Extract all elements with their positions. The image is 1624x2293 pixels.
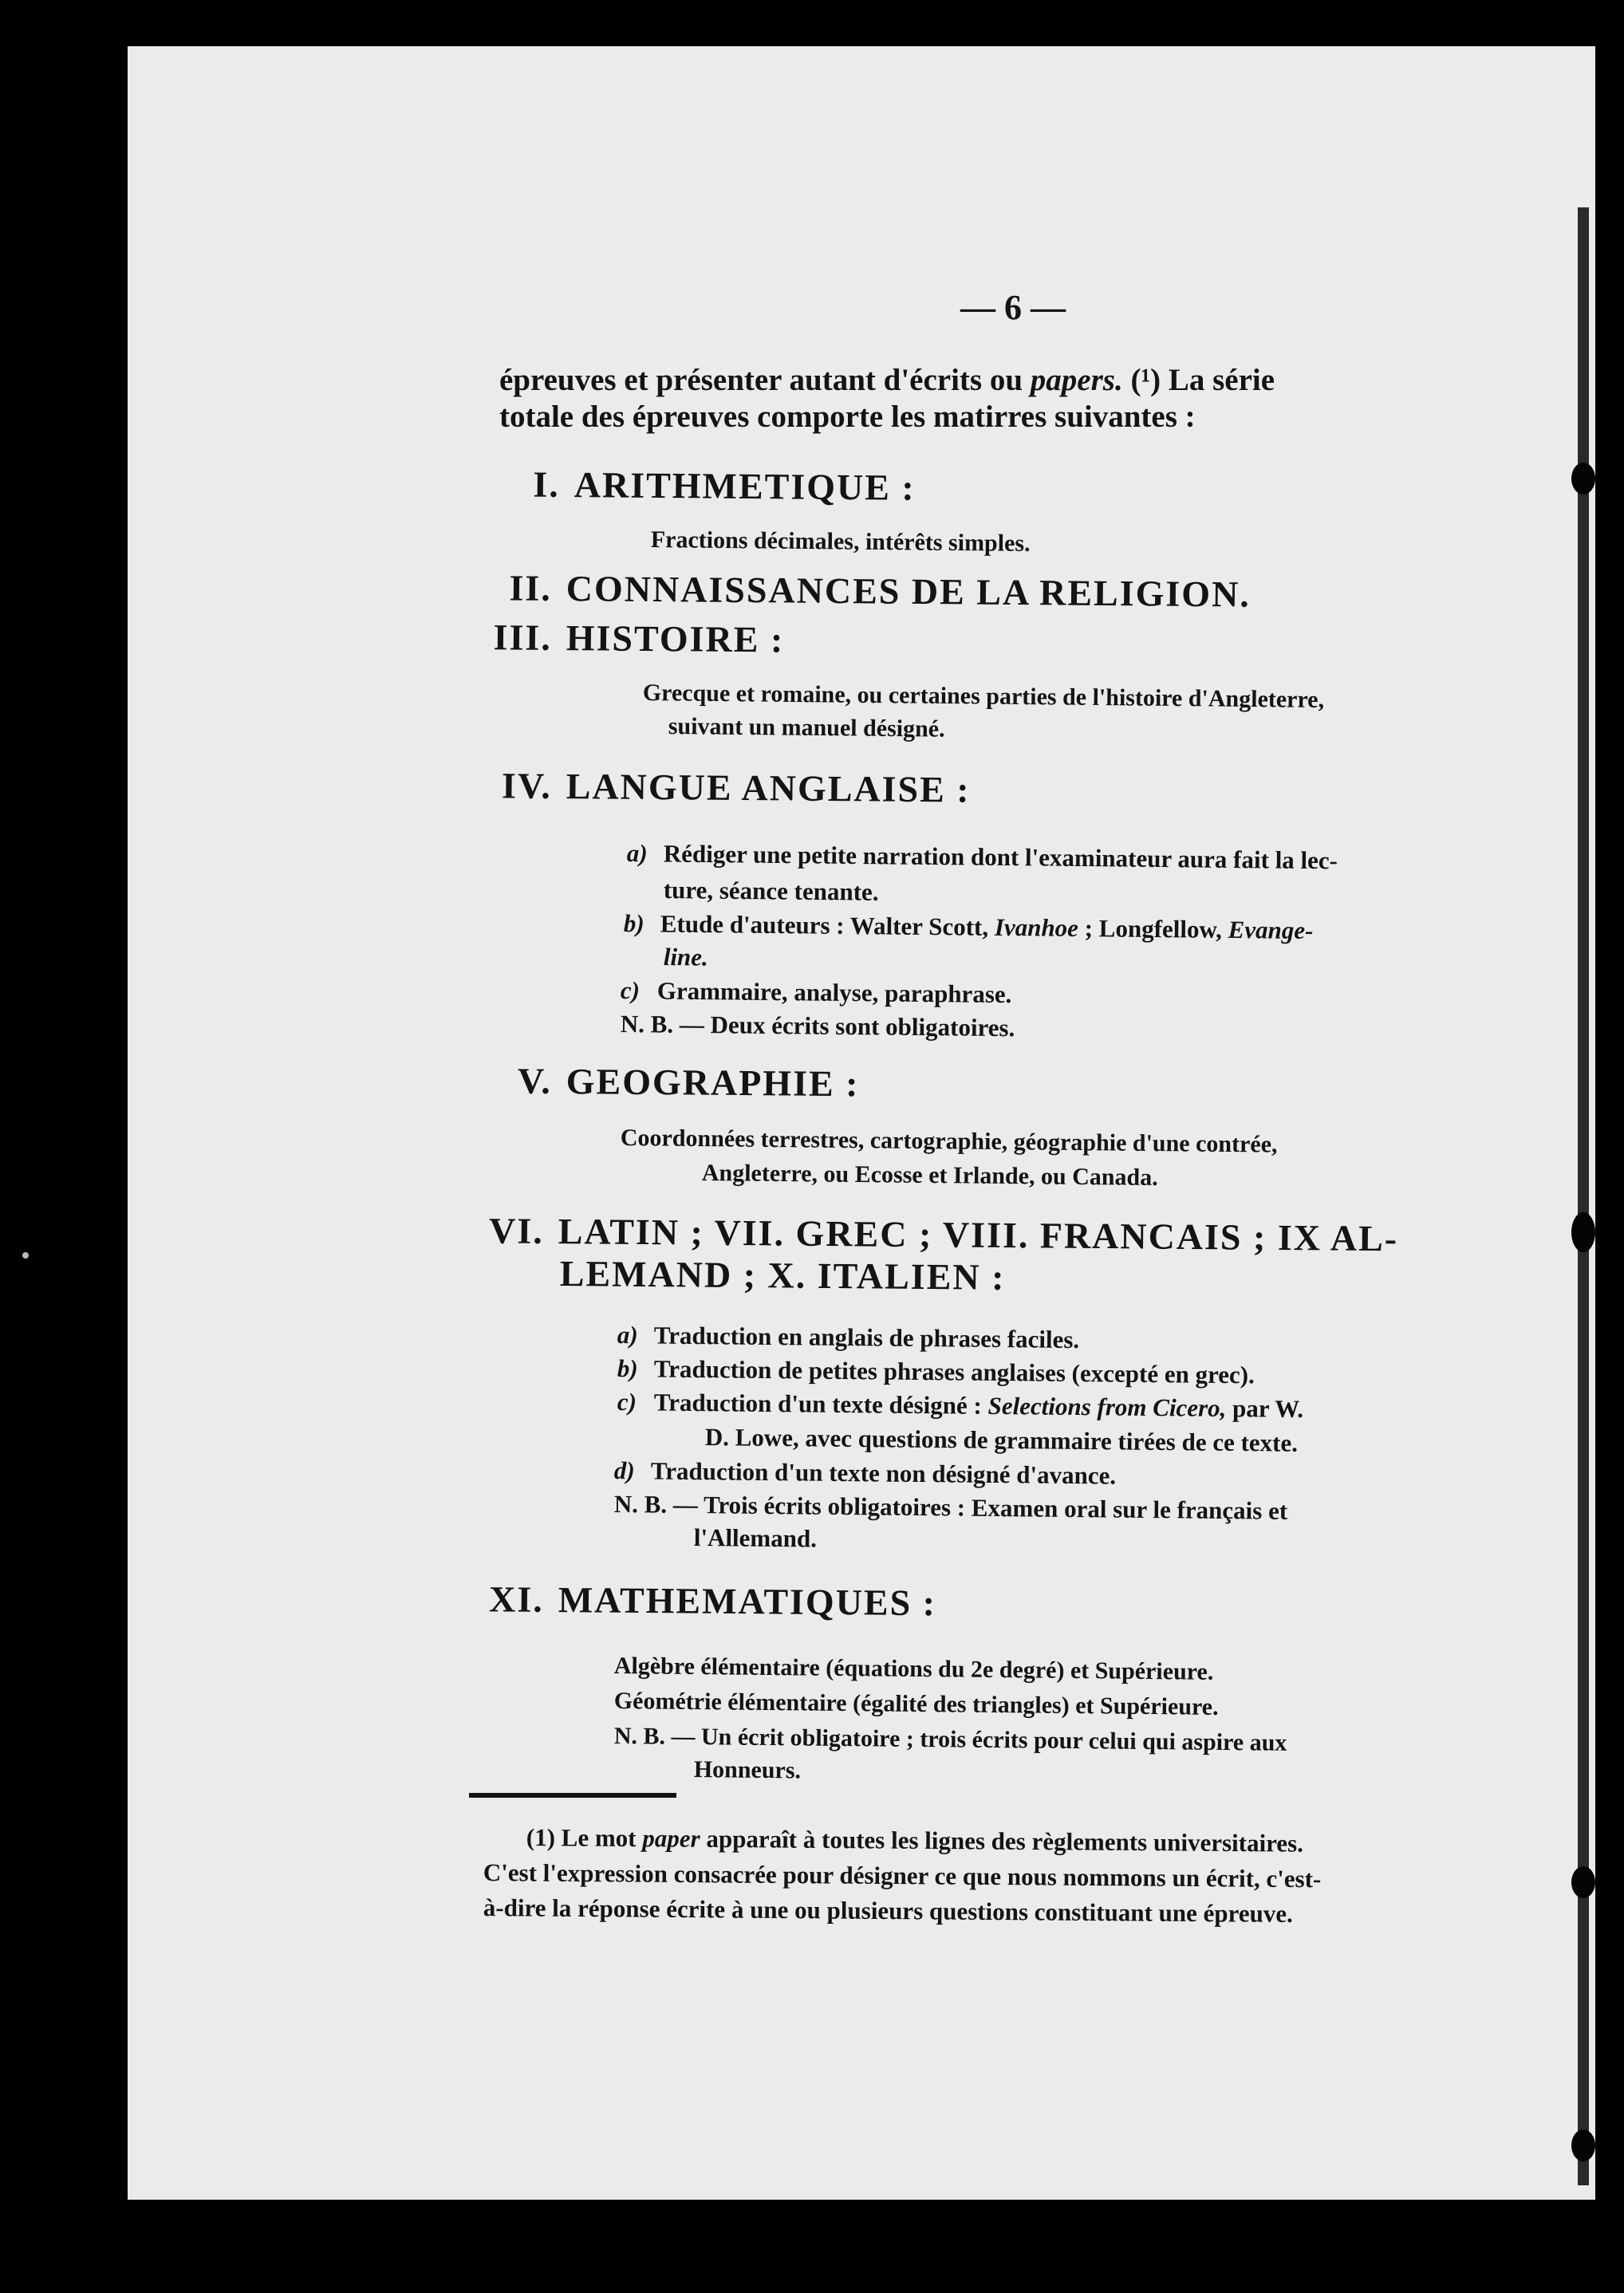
list-item: b) Etude d'auteurs : Walter Scott, Ivanhoe ; Longfellow, Evange- <box>623 909 1314 945</box>
note: N. B. — Un écrit obligatoire ; trois écrits pour celui qui aspire aux <box>613 1723 1287 1756</box>
section-text: Algèbre élémentaire (équations du 2e degré) et Supérieure. <box>613 1653 1214 1685</box>
section-text: Coordonnées terrestres, cartographie, géographie d'une contrée, <box>620 1125 1278 1158</box>
section-heading-geographie: V. GEOGRAPHIE : <box>517 1060 860 1105</box>
binding-mark <box>1571 1212 1595 1252</box>
scan-speck <box>22 1252 29 1259</box>
list-item: d) Traduction d'un texte non désigné d'avance. <box>613 1456 1117 1490</box>
section-heading-langue-anglaise: IV. LANGUE ANGLAISE : <box>501 765 971 810</box>
note-continuation: Honneurs. <box>693 1756 802 1784</box>
footnote-line-1: (1) Le mot paper apparaît à toutes les lignes des règlements universitaires. <box>526 1823 1304 1858</box>
note: N. B. — Deux écrits sont obligatoires. <box>620 1010 1015 1042</box>
section-heading-langues-continuation: LEMAND ; X. ITALIEN : <box>559 1253 1006 1298</box>
section-heading-histoire: III. HISTOIRE : <box>493 617 785 660</box>
section-text: suivant un manuel désigné. <box>668 713 945 743</box>
section-heading-arithmetique: I. ARITHMETIQUE : <box>533 463 916 508</box>
section-text: Fractions décimales, intérêts simples. <box>650 526 1031 557</box>
binding-mark <box>1571 463 1595 494</box>
list-item-continuation: D. Lowe, avec questions de grammaire tirées de ce texte. <box>704 1423 1299 1457</box>
intro-line-1: épreuves et présenter autant d'écrits ou papers. (¹) La série <box>499 363 1275 397</box>
section-heading-langues: VI. LATIN ; VII. GREC ; VIII. FRANCAIS ; IX AL- <box>488 1210 1399 1259</box>
list-item: c) Grammaire, analyse, paraphrase. <box>620 976 1012 1009</box>
list-item-continuation: line. <box>663 943 708 971</box>
binding-edge <box>1578 207 1589 2185</box>
footnote-rule <box>469 1793 676 1798</box>
page-number: — 6 — <box>960 288 1066 327</box>
binding-mark <box>1571 1866 1595 1898</box>
section-text: Angleterre, ou Ecosse et Irlande, ou Canada. <box>701 1160 1158 1191</box>
list-item-continuation: ture, séance tenante. <box>663 876 879 906</box>
list-item: a) Rédiger une petite narration dont l'examinateur aura fait la lec- <box>626 839 1338 875</box>
footnote-line-2: C'est l'expression consacrée pour désigner ce que nous nommons un écrit, c'est- <box>483 1858 1322 1893</box>
section-text: Géométrie élémentaire (égalité des triangles) et Supérieure. <box>613 1688 1219 1720</box>
list-item: b) Traduction de petites phrases anglaises (excepté en grec). <box>617 1354 1255 1389</box>
list-item: a) Traduction en anglais de phrases faciles. <box>617 1321 1080 1354</box>
section-heading-religion: II. CONNAISSANCES DE LA RELIGION. <box>509 567 1252 615</box>
section-heading-mathematiques: XI. MATHEMATIQUES : <box>488 1578 937 1624</box>
intro-line-2: totale des épreuves comporte les matirres suivantes : <box>499 400 1196 434</box>
list-item: c) Traduction d'un texte désigné : Selections from Cicero, par W. <box>617 1388 1304 1424</box>
section-text: Grecque et romaine, ou certaines parties de l'histoire d'Angleterre, <box>642 680 1325 713</box>
note: N. B. — Trois écrits obligatoires : Examen oral sur le français et <box>613 1490 1288 1525</box>
footnote-line-3: à-dire la réponse écrite à une ou plusieurs questions constituant une épreuve. <box>483 1893 1293 1928</box>
scanned-page <box>128 46 1595 2200</box>
binding-mark <box>1571 2129 1595 2161</box>
note-continuation: l'Allemand. <box>693 1523 818 1553</box>
